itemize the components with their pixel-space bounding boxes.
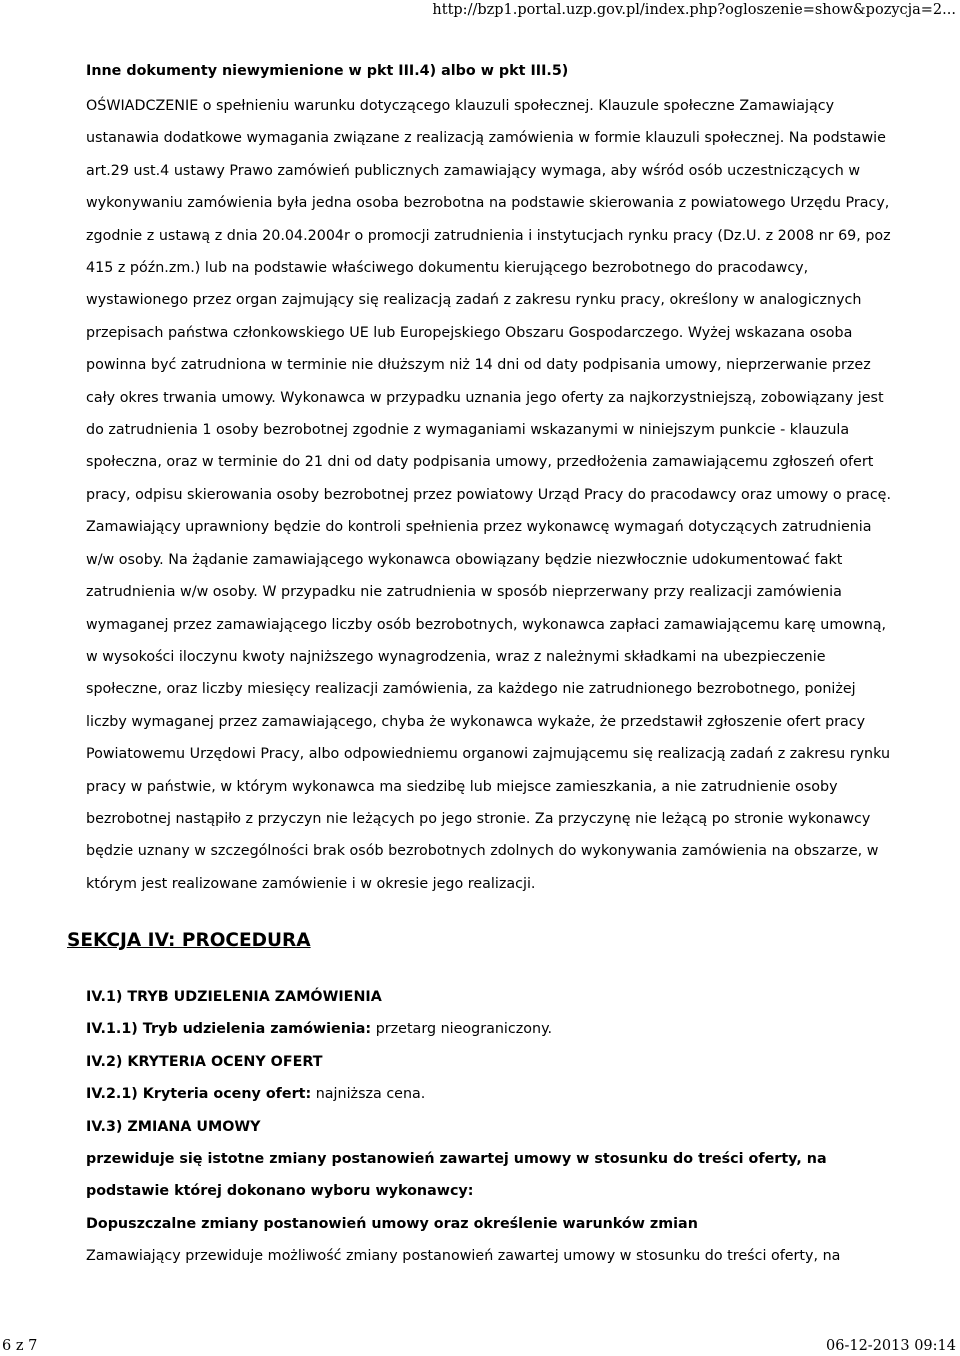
iv3-heading: IV.3) ZMIANA UMOWY: [86, 1118, 261, 1135]
iv21-label: IV.2.1) Kryteria oceny ofert:: [86, 1086, 312, 1103]
print-datetime: 06-12-2013 09:14: [826, 1338, 956, 1354]
print-header-url: http://bzp1.portal.uzp.gov.pl/index.php?ogloszenie=show&pozycja=2...: [432, 2, 956, 18]
other-documents-heading: Inne dokumenty niewymienione w pkt III.4) albo w pkt III.5): [86, 63, 569, 79]
print-footer: [0, 1336, 960, 1356]
changes-heading: Dopuszczalne zmiany postanowień umowy oraz określenie warunków zmian: [86, 1215, 698, 1232]
changes-text: Zamawiający przewiduje możliwość zmiany postanowień zawartej umowy w stosunku do treści oferty, na: [86, 1248, 841, 1265]
iv11-row: [86, 1013, 894, 1045]
iv21-value: najniższa cena.: [311, 1086, 426, 1103]
iv11-value: przetarg nieograniczony.: [371, 1021, 553, 1038]
social-clause-paragraph: OŚWIADCZENIE o spełnieniu warunku dotyczącego klauzuli społecznej. Klauzule społeczne Zamawiający ustanawia dodatkowe wymagania związane z realizacją zamówienia w formie klauzuli społecznej. Na podstawie art.29 ust.4 ustawy Prawo zamówień publicznych zamawiający wymaga, aby wśród osób uczestniczących w wykonywaniu zamówienia była jedna osoba bezrobotna na podstawie skierowania z powiatowego Urzędu Pracy, zgodnie z ustawą z dnia 20.04.2004r o promocji zatrudnienia i instytucjach rynku pracy (Dz.U. z 2008 nr 69, poz 415 z późn.zm.) lub na podstawie właściwego dokumentu kierującego bezrobotnego do pracodawcy, wystawionego przez organ zajmujący się realizacją zadań z zakresu rynku pracy, określony w analogicznych przepisach państwa członkowskiego UE lub Europejskiego Obszaru Gospodarczego. Wyżej wskazana osoba powinna być zatrudniona w terminie nie dłuższym niż 14 dni od daty podpisania umowy, nieprzerwanie przez cały okres trwania umowy. Wykonawca w przypadku uznania jego oferty za najkorzystniejszą, zobowiązany jest do zatrudnienia 1 osoby bezrobotnej zgodnie z wymaganiami wskazanymi w niniejszym punkcie - klauzula społeczna, oraz w terminie do 21 dni od daty podpisania umowy, przedłożenia zamawiającemu zgłoszeń ofert pracy, odpisu skierowania osoby bezrobotnej przez powiatowy Urząd Pracy do pracodawcy oraz umowy o pracę. Zamawiający uprawniony będzie do kontroli spełnienia przez wykonawcę wymagań dotyczących zatrudnienia w/w osoby. Na żądanie zamawiającego wykonawca obowiązany będzie niezwłocznie udokumentować fakt zatrudnienia w/w osoby. W przypadku nie zatrudnienia w sposób nieprzerwany przy realizacji zamówienia wymaganej przez zamawiającego liczby osób bezrobotnych, wykonawca zapłaci zamawiającemu karę umowną, w wysokości iloczynu kwoty najniższego wynagrodzenia, wraz z należnymi składkami na ubezpieczenie społeczne, oraz liczby miesięcy realizacji zamówienia, za każdego nie zatrudnionego bezrobotnego, poniżej liczby wymaganej przez zamawiającego, chyba że wykonawca wykaże, że przedstawił zgłoszenie ofert pracy Powiatowemu Urzędowi Pracy, albo odpowiedniemu organowi zajmującemu się realizacją zadań z zakresu rynku pracy w państwie, w którym wykonawca ma siedzibę lub miejsce zamieszkania, a nie zatrudnienie osoby bezrobotnej nastąpiło z przyczyn nie leżących po jego stronie. Za przyczynę nie leżącą po stronie wykonawcy będzie uznany w szczególności brak osób bezrobotnych zdolnych do wykonywania zamówienia na obszarze, w którym jest realizowane zamówienie i w okresie jego realizacji.: [86, 98, 892, 892]
iv11-label: IV.1.1) Tryb udzielenia zamówienia:: [86, 1021, 372, 1038]
iv1-heading: IV.1) TRYB UDZIELENIA ZAMÓWIENIA: [86, 989, 382, 1005]
page-number: 6 z 7: [2, 1338, 38, 1354]
iv3-text: przewiduje się istotne zmiany postanowień zawartej umowy w stosunku do treści oferty, na podstawie której dokonano wyboru wykonawcy:: [86, 1151, 827, 1200]
section-iv-title: SEKCJA IV: PROCEDURA: [67, 930, 311, 951]
iv21-row: [86, 1078, 894, 1110]
iv2-heading: IV.2) KRYTERIA OCENY OFERT: [86, 1053, 323, 1070]
procedure-block: [86, 981, 894, 1273]
